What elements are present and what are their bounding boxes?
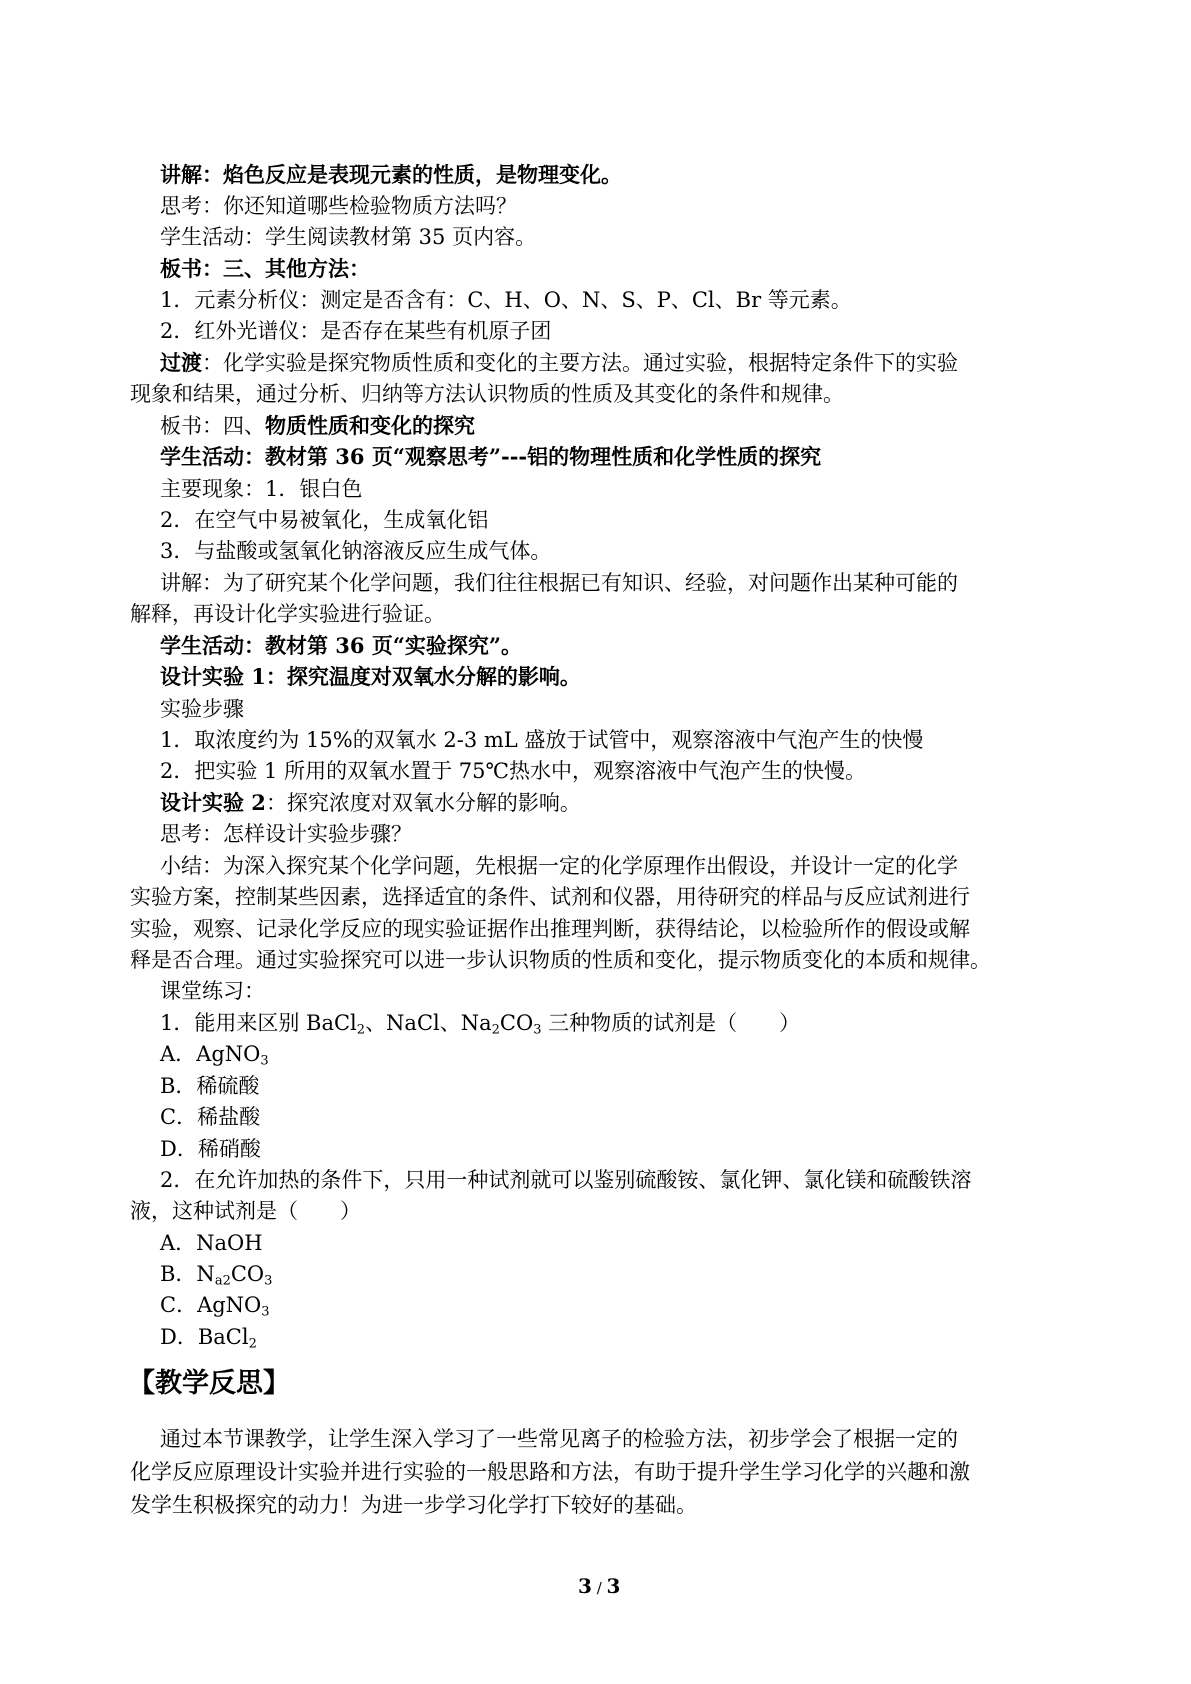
text-span: B．N <box>160 1262 215 1286</box>
option-c: C．稀盐酸 <box>160 1105 261 1129</box>
text-line: 设计实验 1：探究温度对双氧水分解的影响。 <box>160 664 581 689</box>
text-span: 板书：四、 <box>160 414 265 438</box>
exercise-question-2: 2．在允许加热的条件下，只用一种试剂就可以鉴别硫酸铵、氯化钾、氯化镁和硫酸铁溶 <box>160 1168 972 1192</box>
subscript: 2 <box>248 1336 257 1352</box>
page-current: 3 <box>578 1574 592 1598</box>
text-line: 板书：三、其他方法： <box>160 256 370 281</box>
text-span: ：化学实验是探究物质性质和变化的主要方法。通过实验，根据特定条件下的实验 <box>202 351 958 375</box>
option-a: A．NaOH <box>160 1231 263 1255</box>
text-line: 思考：你还知道哪些检验物质方法吗？ <box>160 194 517 218</box>
text-span: A．AgNO <box>160 1042 261 1066</box>
text-line: 2．在空气中易被氧化，生成氧化铝 <box>160 508 489 532</box>
bold-label: 设计实验 2 <box>160 790 266 815</box>
text-line: 2．把实验 1 所用的双氧水置于 75℃热水中，观察溶液中气泡产生的快慢。 <box>160 759 866 783</box>
exercise-question-1 <box>160 1010 800 1036</box>
option-d: D．稀硝酸 <box>160 1137 261 1161</box>
subscript: 3 <box>261 1304 270 1320</box>
text-line: 学生活动：教材第 36 页“实验探究”。 <box>160 633 523 658</box>
text-line: 讲解：焰色反应是表现元素的性质，是物理变化。 <box>160 162 622 187</box>
text-line <box>160 350 958 376</box>
subscript: a2 <box>214 1273 231 1289</box>
text-line: 液，这种试剂是（ ） <box>130 1199 361 1223</box>
subscript: 2 <box>491 1022 500 1038</box>
text-line: 1．取浓度约为 15%的双氧水 2-3 mL 盛放于试管中，观察溶液中气泡产生的快慢 <box>160 728 924 752</box>
text-line: 小结：为深入探究某个化学问题，先根据一定的化学原理作出假设，并设计一定的化学 <box>160 854 958 878</box>
text-span: CO <box>499 1011 534 1035</box>
text-line: 课堂练习： <box>160 979 265 1003</box>
page-total: 3 <box>606 1574 621 1598</box>
section-heading: 【教学反思】 <box>128 1368 290 1399</box>
text-span: ：探究浓度对双氧水分解的影响。 <box>265 791 581 815</box>
option-c <box>160 1292 270 1318</box>
text-line <box>160 413 475 439</box>
text-line: 1．元素分析仪：测定是否含有：C、H、O、N、S、P、Cl、Br 等元素。 <box>160 288 852 312</box>
text-line: 思考：怎样设计实验步骤？ <box>160 822 412 846</box>
text-span: C．AgNO <box>160 1293 262 1317</box>
page-number <box>578 1573 620 1601</box>
text-line: 主要现象：1．银白色 <box>160 477 363 501</box>
text-line: 学生活动：学生阅读教材第 35 页内容。 <box>160 225 537 249</box>
option-d <box>160 1324 257 1350</box>
text-line: 释是否合理。通过实验探究可以进一步认识物质的性质和变化，提示物质变化的本质和规律。 <box>130 948 991 972</box>
bold-label: 物质性质和变化的探究 <box>265 413 475 438</box>
text-span: CO <box>230 1262 265 1286</box>
text-line: 讲解：为了研究某个化学问题，我们往往根据已有知识、经验，对问题作出某种可能的 <box>160 571 958 595</box>
option-b: B．稀硫酸 <box>160 1074 260 1098</box>
subscript: 3 <box>533 1022 542 1038</box>
bold-label: 过渡 <box>160 350 202 375</box>
text-span: 1．能用来区别 BaCl <box>160 1011 357 1035</box>
text-line: 发学生积极探究的动力！为进一步学习化学打下较好的基础。 <box>130 1493 697 1517</box>
text-line: 实验方案，控制某些因素，选择适宜的条件、试剂和仪器，用待研究的样品与反应试剂进行 <box>130 885 970 909</box>
subscript: 2 <box>356 1022 366 1038</box>
text-line: 现象和结果，通过分析、归纳等方法认识物质的性质及其变化的条件和规律。 <box>130 382 844 406</box>
text-line: 通过本节课教学，让学生深入学习了一些常见离子的检验方法，初步学会了根据一定的 <box>160 1427 958 1451</box>
text-line <box>160 790 581 816</box>
text-span: D．BaCl <box>160 1325 249 1349</box>
text-span: 三种物质的试剂是（ ） <box>541 1011 801 1035</box>
option-b <box>160 1261 272 1287</box>
text-line: 化学反应原理设计实验并进行实验的一般思路和方法，有助于提升学生学习化学的兴趣和激 <box>130 1460 970 1484</box>
subscript: 3 <box>264 1273 273 1289</box>
text-line: 学生活动：教材第 36 页“观察思考”---铝的物理性质和化学性质的探究 <box>160 444 822 469</box>
page-separator: / <box>591 1579 607 1597</box>
option-a <box>160 1041 269 1067</box>
text-line: 2．红外光谱仪：是否存在某些有机原子团 <box>160 319 552 343</box>
text-line: 解释，再设计化学实验进行验证。 <box>130 602 445 626</box>
text-line: 3．与盐酸或氢氧化钠溶液反应生成气体。 <box>160 539 552 563</box>
text-line: 实验步骤 <box>160 697 244 721</box>
text-span: 、NaCl、Na <box>365 1011 492 1035</box>
subscript: 3 <box>260 1053 269 1069</box>
text-line: 实验，观察、记录化学反应的现实验证据作出推理判断，获得结论，以检验所作的假设或解 <box>130 917 970 941</box>
